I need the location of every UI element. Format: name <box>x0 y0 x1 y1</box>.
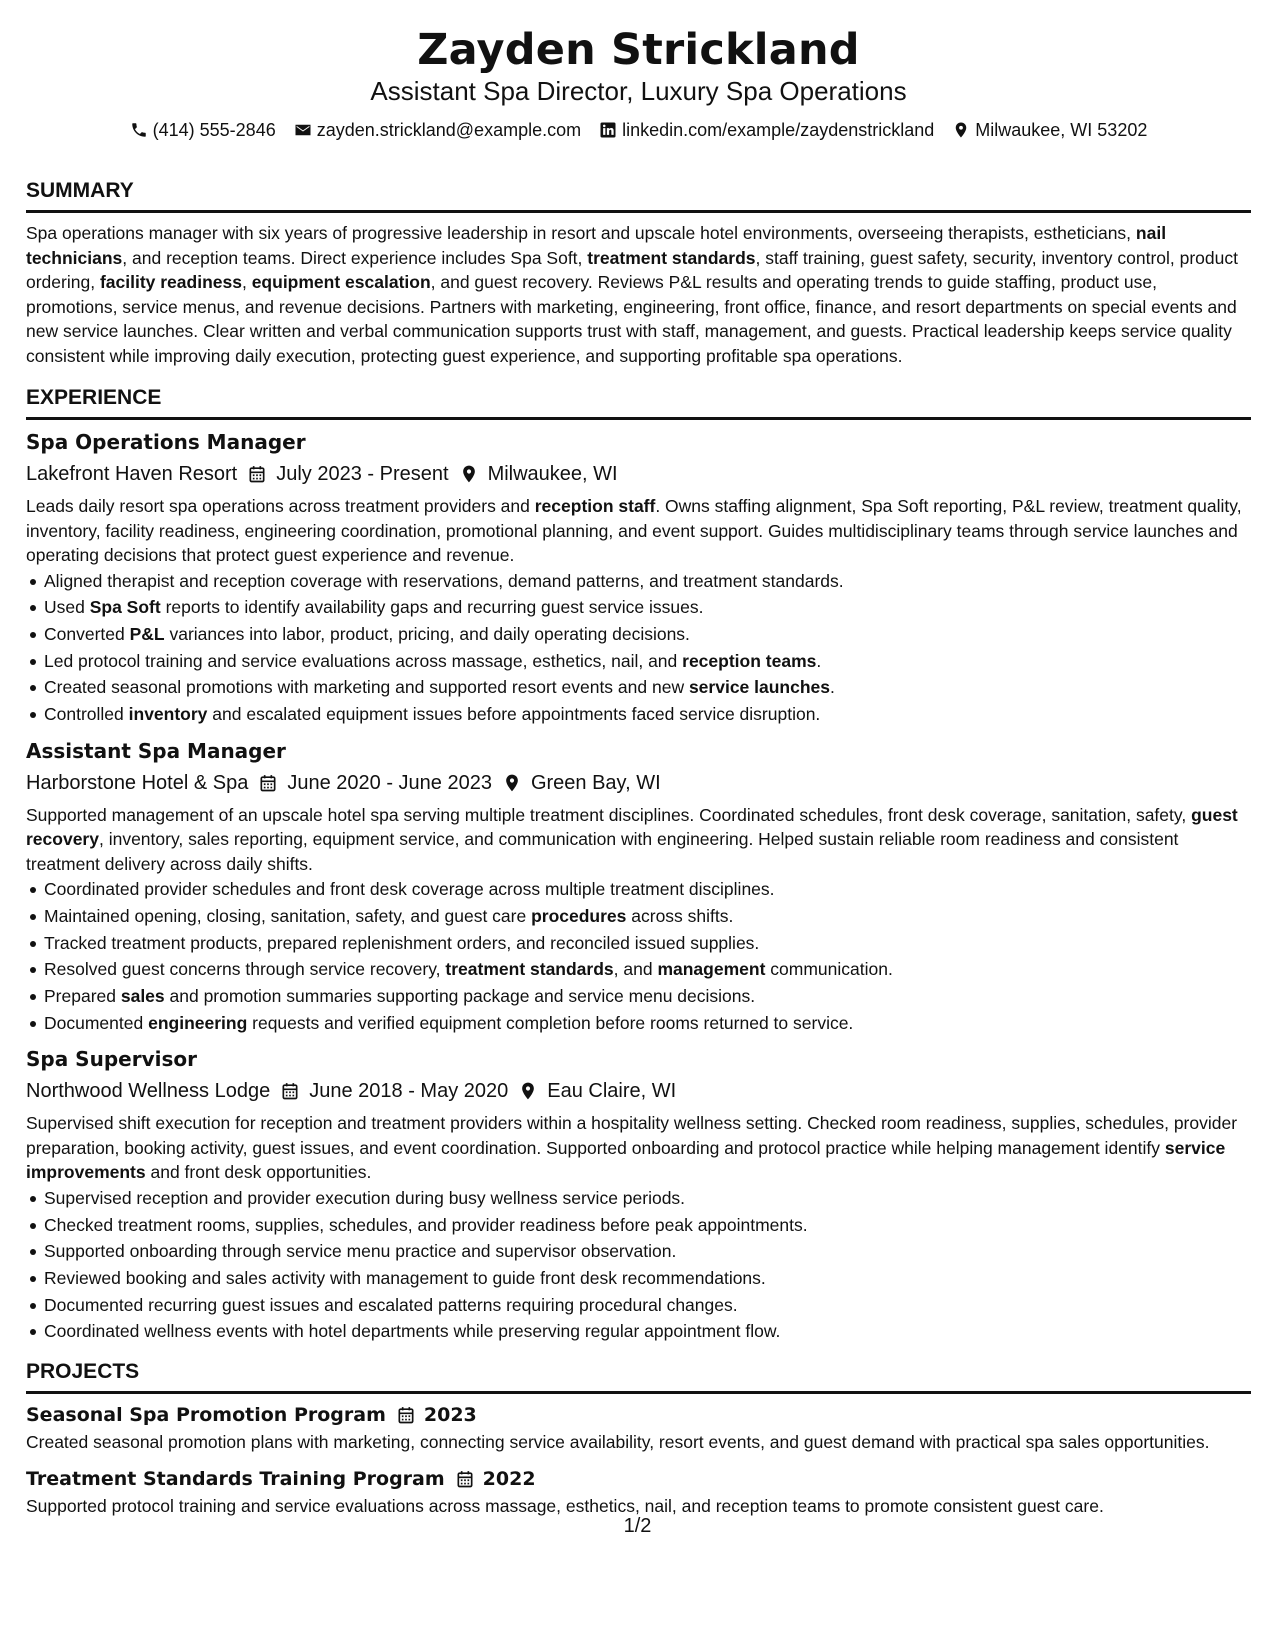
phone-icon <box>130 121 148 139</box>
projects-heading: PROJECTS <box>26 1360 140 1384</box>
bullet-item: Maintained opening, closing, sanitation, safety, and guest care procedures across shifts. <box>26 903 1251 930</box>
project-year: 2022 <box>482 1467 536 1490</box>
resume-page <box>26 0 1251 1518</box>
job-dates-text: July 2023 - Present <box>276 463 449 485</box>
project-entry <box>26 1466 1251 1519</box>
contact-location <box>952 118 1147 142</box>
job-dates <box>247 460 448 488</box>
page-number: 1/2 <box>623 1515 652 1537</box>
job-location-text: Eau Claire, WI <box>547 1080 677 1103</box>
envelope-icon <box>294 121 312 139</box>
project-date <box>396 1402 477 1428</box>
emphasis-text: engineering <box>148 1012 248 1033</box>
projects-section <box>26 1359 1251 1518</box>
emphasis-text: inventory <box>128 704 208 725</box>
bullet-item: Coordinated provider schedules and front desk coverage across multiple treatment disciplines. <box>26 876 1251 903</box>
bullet-item: Prepared sales and promotion summaries supporting package and service menu decisions. <box>26 983 1251 1010</box>
job-location <box>459 460 618 488</box>
job-entry <box>26 1045 1251 1345</box>
map-pin-icon <box>502 773 522 793</box>
calendar-icon <box>455 1469 475 1489</box>
summary-text: Spa operations manager with six years of progressive leadership in resort and upscale hotel environments, overseeing therapists, estheticians, nail technicians, and reception teams. Direct experience includes Spa Soft, treatment standards, staff training, guest safety, security, inventory control, product ordering, facility readiness, equipment escalation, and guest recovery. Reviews P&L results and operating trends to guide staffing, product use, promotions, service menus, and revenue decisions. Partners with marketing, engineering, front office, finance, and resort departments on special events and new service launches. Clear written and verbal communication supports trust with staff, management, and guests. Practical leadership keeps service quality consistent while improving daily execution, protecting guest experience, and supporting profitable spa operations. <box>26 223 1238 366</box>
job-company: Lakefront Haven Resort <box>26 463 238 485</box>
job-role: Spa Supervisor <box>26 1047 197 1072</box>
calendar-icon <box>280 1081 300 1101</box>
bullet-item: Documented engineering requests and verified equipment completion before rooms returned to service. <box>26 1010 1251 1037</box>
emphasis-text: management <box>657 959 766 980</box>
emphasis-text: procedures <box>531 905 627 926</box>
job-location <box>502 769 661 797</box>
bullet-item: Converted P&L variances into labor, product, pricing, and daily operating decisions. <box>26 621 1251 648</box>
summary-section <box>26 178 1251 368</box>
bullet-item: Aligned therapist and reception coverage with reservations, demand patterns, and treatment standards. <box>26 568 1251 595</box>
section-divider <box>26 1391 1251 1394</box>
resume-header <box>26 24 1251 142</box>
bullet-item: Led protocol training and service evaluations across massage, esthetics, nail, and reception teams. <box>26 648 1251 675</box>
job-meta <box>26 460 1251 488</box>
job-role: Spa Operations Manager <box>26 430 306 454</box>
job-meta <box>26 1077 1251 1105</box>
bullet-item: Supervised reception and provider execution during busy wellness service periods. <box>26 1185 1251 1212</box>
job-description: Supported management of an upscale hotel spa serving multiple treatment disciplines. Coordinated schedules, front desk coverage, sanitation, safety, guest recovery, inventory, sales reporting, equipment service, and communication with engineering. Helped sustain reliable room readiness and consistent treatment delivery across daily shifts. <box>26 804 1238 874</box>
job-bullets <box>26 876 1251 1036</box>
job-location-text: Milwaukee, WI <box>487 463 618 485</box>
linkedin-text: linkedin.com/example/zaydenstrickland <box>622 120 935 140</box>
emphasis-text: reception teams <box>682 650 817 671</box>
project-title-row <box>26 1466 1251 1492</box>
calendar-icon <box>396 1405 416 1425</box>
map-pin-icon <box>459 464 479 484</box>
bullet-item: Documented recurring guest issues and escalated patterns requiring procedural changes. <box>26 1292 1251 1319</box>
section-divider <box>26 417 1251 420</box>
contact-phone[interactable] <box>130 118 276 142</box>
job-company: Northwood Wellness Lodge <box>26 1080 271 1103</box>
contact-row <box>26 118 1251 142</box>
job-role: Assistant Spa Manager <box>26 738 286 763</box>
job-dates <box>258 769 492 797</box>
project-year: 2023 <box>423 1404 477 1427</box>
bullet-item: Controlled inventory and escalated equipment issues before appointments faced service disruption. <box>26 701 1251 728</box>
job-company: Harborstone Hotel & Spa <box>26 771 249 794</box>
section-divider <box>26 210 1251 213</box>
experience-heading: EXPERIENCE <box>26 386 162 409</box>
linkedin-icon <box>599 121 617 139</box>
emphasis-text: service improvements <box>26 1137 1226 1183</box>
candidate-title: Assistant Spa Director, Luxury Spa Operations <box>370 76 907 106</box>
calendar-icon <box>258 773 278 793</box>
emphasis-text: equipment escalation <box>251 272 431 292</box>
job-bullets <box>26 1185 1251 1345</box>
job-entry <box>26 737 1251 1037</box>
bullet-item: Used Spa Soft reports to identify availability gaps and recurring guest service issues. <box>26 594 1251 621</box>
bullet-item: Reviewed booking and sales activity with management to guide front desk recommendations. <box>26 1265 1251 1292</box>
project-title-row <box>26 1402 1251 1428</box>
bullet-item: Resolved guest concerns through service recovery, treatment standards, and management communication. <box>26 956 1251 983</box>
emphasis-text: facility readiness <box>99 272 242 292</box>
bullet-item: Checked treatment rooms, supplies, schedules, and provider readiness before peak appointments. <box>26 1212 1251 1239</box>
bullet-item: Created seasonal promotions with marketing and supported resort events and new service launches. <box>26 674 1251 701</box>
emphasis-text: guest recovery <box>26 804 1238 850</box>
contact-linkedin[interactable] <box>599 118 934 142</box>
emphasis-text: treatment standards <box>587 247 756 268</box>
phone-text: (414) 555-2846 <box>152 120 276 140</box>
job-description: Supervised shift execution for reception and treatment providers within a hospitality wellness setting. Checked room readiness, supplies, schedules, provider preparation, booking activity, guest issues, and event coordination. Supported onboarding and protocol practice while helping management identify service improvements and front desk opportunities. <box>26 1113 1238 1183</box>
emphasis-text: Spa Soft <box>89 597 161 618</box>
project-entry <box>26 1402 1251 1455</box>
email-text: zayden.strickland@example.com <box>316 120 582 140</box>
calendar-icon <box>247 464 267 484</box>
emphasis-text: nail technicians <box>26 223 1167 268</box>
emphasis-text: service launches <box>688 677 831 698</box>
emphasis-text: sales <box>120 986 165 1007</box>
bullet-item: Tracked treatment products, prepared replenishment orders, and reconciled issued supplies. <box>26 930 1251 957</box>
emphasis-text: reception staff <box>534 496 656 516</box>
job-dates-text: June 2018 - May 2020 <box>309 1080 509 1103</box>
project-name: Treatment Standards Training Program <box>26 1467 445 1490</box>
project-description: Supported protocol training and service evaluations across massage, esthetics, nail, and reception teams to promote consistent guest care. <box>26 1495 1104 1516</box>
summary-heading: SUMMARY <box>26 179 134 202</box>
candidate-name: Zayden Strickland <box>417 25 860 75</box>
job-bullets <box>26 568 1251 728</box>
job-description: Leads daily resort spa operations across treatment providers and reception staff. Owns staffing alignment, Spa Soft reporting, P&L review, treatment quality, inventory, facility readiness, engineering coordination, promotional planning, and event support. Guides multidisciplinary teams through service launches and operating decisions that protect guest experience and revenue. <box>26 496 1242 565</box>
job-entry <box>26 428 1251 728</box>
job-dates <box>280 1077 508 1105</box>
contact-email[interactable] <box>294 118 581 142</box>
emphasis-text: treatment standards <box>445 959 614 980</box>
experience-section <box>26 385 1251 1345</box>
bullet-item: Coordinated wellness events with hotel departments while preserving regular appointment flow. <box>26 1318 1251 1345</box>
project-description: Created seasonal promotion plans with marketing, connecting service availability, resort events, and guest demand with practical spa sales opportunities. <box>26 1432 1210 1453</box>
job-meta <box>26 769 1251 797</box>
map-pin-icon <box>518 1081 538 1101</box>
location-text: Milwaukee, WI 53202 <box>975 120 1148 140</box>
emphasis-text: P&L <box>129 623 165 644</box>
project-name: Seasonal Spa Promotion Program <box>26 1404 386 1427</box>
bullet-item: Supported onboarding through service menu practice and supervisor observation. <box>26 1238 1251 1265</box>
map-pin-icon <box>952 121 970 139</box>
project-date <box>455 1466 536 1492</box>
job-location-text: Green Bay, WI <box>530 771 661 794</box>
job-dates-text: June 2020 - June 2023 <box>287 771 492 794</box>
job-location <box>518 1077 676 1105</box>
